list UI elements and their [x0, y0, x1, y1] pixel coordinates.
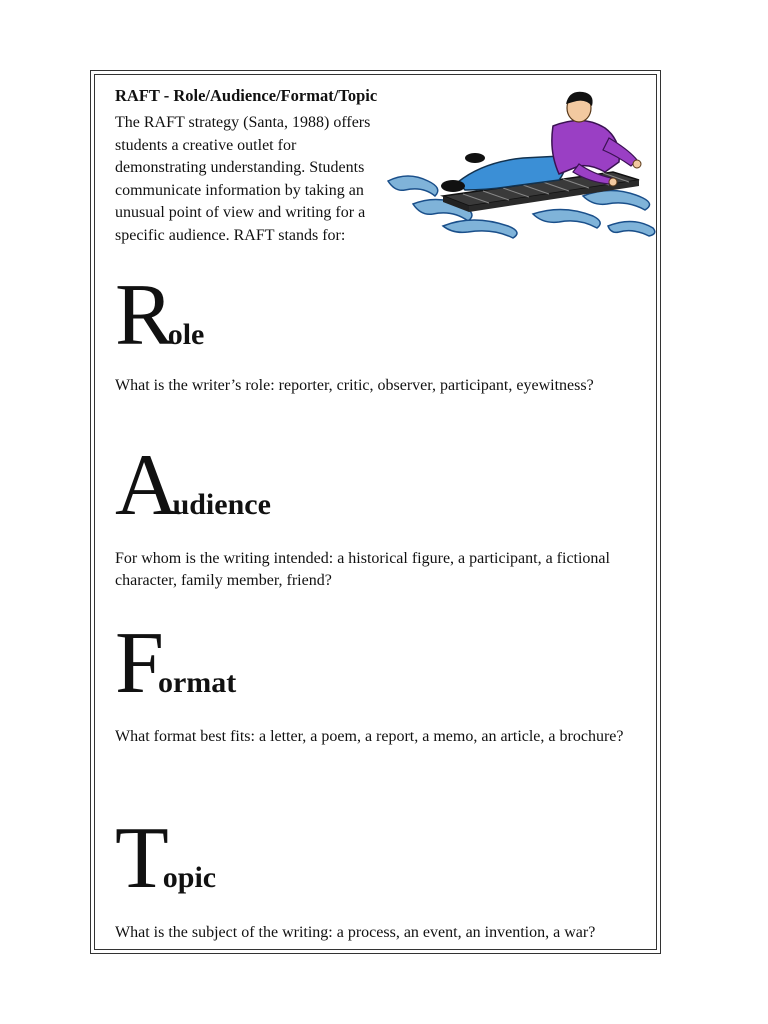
section-description-audience: For whom is the writing intended: a historical figure, a participant, a fictional character, family member, friend?	[115, 550, 610, 589]
document-heading: RAFT - Role/Audience/Format/Topic	[115, 86, 378, 105]
section-letter: R	[115, 267, 174, 364]
section-title-role	[115, 267, 205, 364]
person-on-raft-illustration	[383, 86, 658, 246]
section-word-rest: opic	[162, 861, 217, 894]
section-title-topic	[115, 810, 217, 907]
section-title-audience	[115, 437, 271, 534]
section-letter: F	[115, 615, 164, 712]
section-letter: A	[115, 437, 179, 534]
section-description-format: What format best fits: a letter, a poem, a report, a memo, an article, a brochure?	[115, 728, 624, 745]
section-description-topic: What is the subject of the writing: a process, an event, an invention, a war?	[115, 924, 596, 941]
section-word-rest: ormat	[157, 666, 237, 699]
section-letter: T	[115, 810, 169, 907]
section-word-rest: ole	[167, 318, 205, 351]
section-word-rest: udience	[172, 488, 271, 521]
section-title-format	[115, 615, 237, 712]
intro-paragraph: The RAFT strategy (Santa, 1988) offers students a creative outlet for demonstrating understanding. Students communicate information by taking an unusual point of view and writing for a specific audience. RAFT stands for:	[115, 114, 371, 244]
section-description-role: What is the writer’s role: reporter, critic, observer, participant, eyewitness?	[115, 377, 594, 394]
